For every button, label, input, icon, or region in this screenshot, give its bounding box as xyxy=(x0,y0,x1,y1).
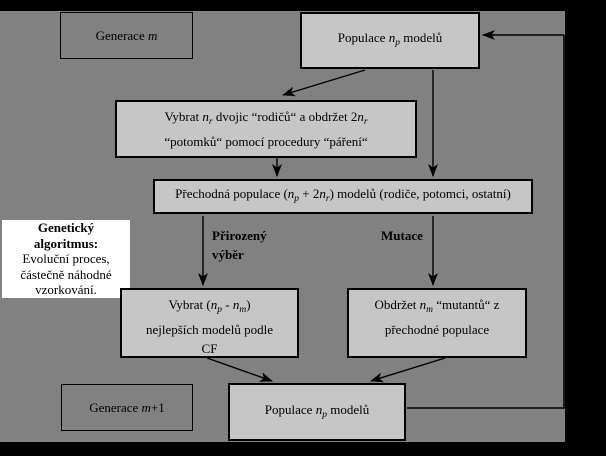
note-title-line1: Genetický xyxy=(37,220,95,236)
cf-to-populace-arrow xyxy=(207,358,272,381)
box-generace-m1 xyxy=(61,384,193,431)
box-populace-top-text: Populace $n_p$ modelů xyxy=(337,30,443,48)
box-vybrat-cf-line2: nejlepších modelů podle xyxy=(145,322,274,337)
box-vybrat-cf-line3: CF xyxy=(201,341,218,356)
box-prechodna-populace xyxy=(153,179,533,214)
box-generace-m-text: Generace m xyxy=(95,28,158,43)
box-prechodna-populace-text: Přechodná populace $(n_p + 2n_r)$ modelů (rodiče, potomci, ostatní) xyxy=(175,186,511,204)
note-genetic-algorithm xyxy=(2,220,130,298)
box-generace-m1-text: Generace m+1 xyxy=(89,400,165,415)
note-body-line1: Evoluční proces, xyxy=(22,251,110,267)
label-natural-selection-line1: Přirozený xyxy=(212,228,267,243)
label-mutation: Mutace xyxy=(381,228,423,243)
note-body-line3: vzorkování. xyxy=(35,282,97,298)
box-vybrat-rodice-line1: Vybrat $n_r$ dvojic “rodičů“ a obdržet $2n_r$ xyxy=(164,109,368,127)
box-populace-top xyxy=(300,12,480,69)
obdrzet-to-populace-arrow xyxy=(371,358,445,381)
label-natural-selection xyxy=(212,226,267,264)
note-title-line2: algoritmus: xyxy=(33,235,99,251)
box-populace-bottom xyxy=(228,383,406,441)
box-populace-bottom-text: Populace $n_p$ modelů xyxy=(264,401,370,420)
box-vybrat-rodice-line2: “potomků“ pomocí procedury “páření“ xyxy=(164,134,368,149)
box-obdrzet-mutanty-line2: přechodné populace xyxy=(384,322,490,337)
box-vybrat-cf xyxy=(120,288,299,358)
populace-to-vybrat-arrow xyxy=(283,70,365,95)
box-obdrzet-mutanty xyxy=(347,288,527,358)
box-generace-m xyxy=(60,12,193,59)
box-obdrzet-mutanty-line1: Obdržet $n_m$ “mutantů“ z xyxy=(374,297,500,315)
box-vybrat-cf-line1: Vybrat $(n_p - n_m)$ xyxy=(168,297,251,315)
note-body-line2: částečně náhodné xyxy=(20,266,112,282)
box-vybrat-rodice xyxy=(115,100,417,158)
label-natural-selection-line2: výběr xyxy=(212,247,244,262)
